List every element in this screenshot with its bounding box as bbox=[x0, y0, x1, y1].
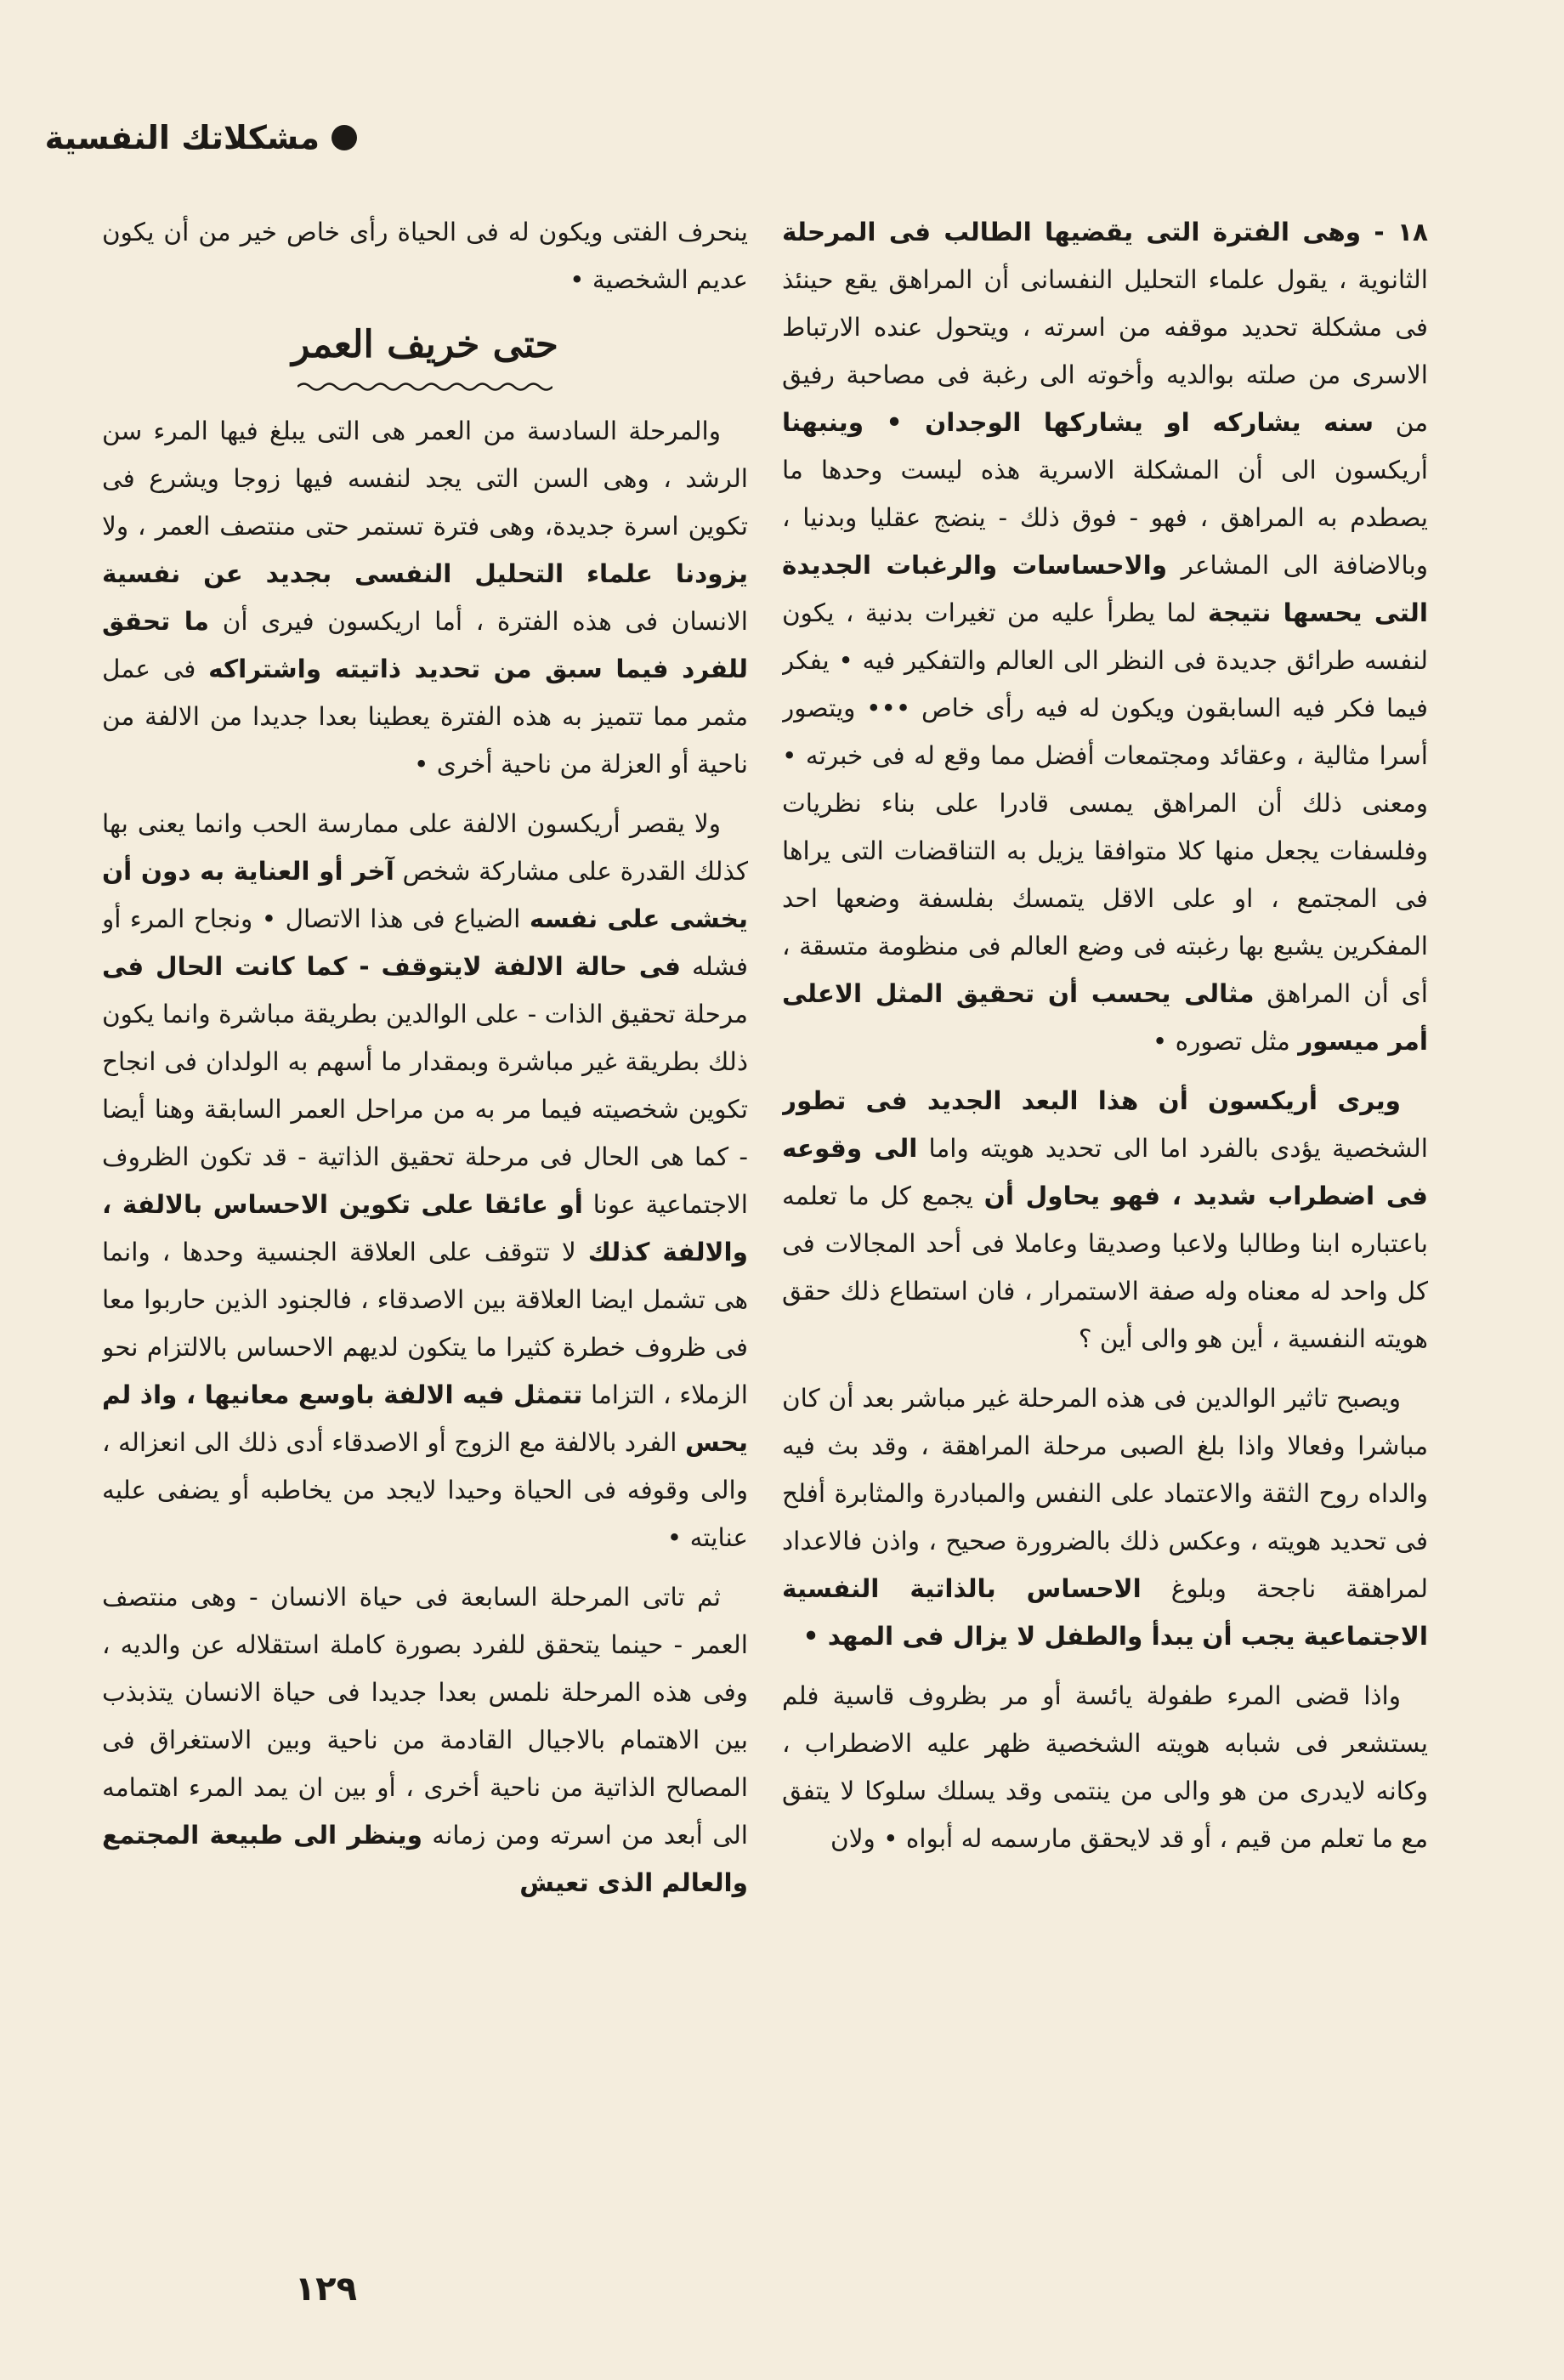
page-number: ١٢٩ bbox=[294, 2270, 357, 2309]
paragraph bbox=[102, 407, 748, 788]
section-subheading: حتى خريف العمر bbox=[292, 323, 558, 366]
text-run: الفرد بالالفة مع الزوج أو الاصدقاء أدى ذلك الى انعزاله ، والى وقوفه فى الحياة وحيدا لايجد من يخاطبه أو يضفى عليه عنايته • bbox=[102, 1428, 748, 1552]
text-run: ويصبح تاثير الوالدين فى هذه المرحلة غير مباشر بعد أن كان مباشرا وفعالا واذا بلغ الصبى مرحلة المراهقة ، وقد بث فيه والداه روح الثقة والاعتماد على النفس والمبادرة والمثابرة أفلح فى تحديد هويته ، وعكس ذلك بالضرورة صحيح ، واذن فالاعداد لمراهقة ناجحة وبلوغ bbox=[782, 1384, 1428, 1603]
text-run: مرحلة تحقيق الذات - على الوالدين بطريقة مباشرة وانما يكون ذلك بطريقة غير مباشرة وبمقدار ما أسهم به الولدان فى انجاح تكوين شخصيته فيما مر به من مراحل العمر السابقة وهنا أيضا - كما هى الحال فى مرحلة تحقيق الذاتية - قد تكون الظروف الاجتماعية عونا bbox=[102, 1000, 748, 1219]
text-run-bold: ١٨ - وهى الفترة التى يقضيها الطالب فى المرحلة bbox=[782, 218, 1428, 246]
paragraph bbox=[782, 1672, 1428, 1862]
text-run: أريكسون الى أن المشكلة الاسرية هذه ليست وحدها ما يصطدم به المراهق ، فهو - فوق ذلك - ينضج عقليا وبدنيا ، وبالاضافة الى المشاعر bbox=[782, 456, 1428, 580]
text-run: واذا قضى المرء طفولة يائسة أو مر بظروف قاسية فلم يستشعر فى شبابه هويته الشخصية ظهر عليه الاضطراب ، وكانه لايدرى من هو والى من ينتمى وقد يسلك سلوكا لا يتفق مع ما تعلم من قيم ، أو قد لايحقق مارسمه له أبواه • ولان bbox=[782, 1681, 1428, 1853]
text-run: لا تتوقف على العلاقة الجنسية وحدها ، وانما هى تشمل ايضا العلاقة بين الاصدقاء ، فالجنود الذين حاربوا معا فى ظروف خطرة كثيرا ما يتكون لديهم الاحساس بالالتزام نحو الزملاء ، التزاما bbox=[102, 1238, 748, 1409]
text-run: يجمع كل ما تعلمه باعتباره ابنا وطالبا ولاعبا وصديقا وعاملا فى أحد المجالات فى كل واحد له معناه وله صفة الاستمرار ، فان استطاع ذلك حقق هويته النفسية ، أين هو والى أين ؟ bbox=[782, 1182, 1428, 1353]
right-column bbox=[782, 208, 1428, 2214]
paragraph bbox=[782, 1077, 1428, 1363]
text-run: والمرحلة السادسة من العمر هى التى يبلغ فيها المرء سن الرشد ، وهى السن التى يجد لنفسه فيها زوجا ويشرع فى تكوين اسرة جديدة، وهى فترة تستمر حتى منتصف العمر ، ولا bbox=[102, 416, 748, 541]
bullet-dot-icon bbox=[332, 125, 357, 150]
paragraph bbox=[782, 208, 1428, 1065]
text-run: ولا يقصر أريكسون الالفة على ممارسة الحب وانما يعنى بها كذلك القدرة على مشاركة شخص bbox=[102, 809, 748, 886]
text-run: الضياع فى هذا الاتصال • ونجاح المرء أو فشله bbox=[102, 904, 748, 981]
paragraph bbox=[102, 208, 748, 303]
text-run-bold: يزودنا علماء التحليل النفسى بجديد عن نفسية bbox=[102, 559, 748, 588]
paragraph bbox=[102, 800, 748, 1561]
text-run: لما يطرأ عليه من تغيرات بدنية ، يكون لنفسه طرائق جديدة فى النظر الى العالم والتفكير فيه • يفكر فيما فكر فيه السابقون ويكون له فيه رأى خاص ••• ويتصور أسرا مثالية ، وعقائد ومجتمعات أفضل مما وقع له فى خبرته • ومعنى ذلك أن المراهق يمسى قادرا على بناء نظريات وفلسفات يجعل منها كلا متوافقا يزيل به التناقضات التى يراها فى المجتمع ، او على الاقل يتمسك بفلسفة وضعها احد المفكرين يشبع بها رغبته فى وضع العالم فى منظومة متسقة ، أى أن المراهق bbox=[782, 598, 1428, 1008]
text-run-bold: مثالى يحسب أن تحقيق المثل الاعلى أمر ميسور bbox=[782, 979, 1428, 1056]
text-run: الانسان فى هذه الفترة ، أما اريكسون فيرى أن bbox=[222, 607, 748, 636]
text-run: ينحرف الفتى ويكون له فى الحياة رأى خاص خير من أن يكون عديم الشخصية • bbox=[102, 218, 748, 294]
text-run-bold: فى حالة الالفة لايتوقف - كما كانت الحال فى bbox=[102, 952, 681, 981]
text-run-bold: وينظر الى طبيعة المجتمع والعالم الذى تعيش bbox=[102, 1821, 748, 1897]
left-column bbox=[102, 208, 748, 2214]
text-run-bold: ويرى أريكسون أن هذا البعد الجديد فى تطور bbox=[782, 1086, 1401, 1115]
text-run-bold: والاحساسات والرغبات الجديدة التى يحسها نتيجة bbox=[782, 551, 1428, 627]
paragraph bbox=[102, 1573, 748, 1907]
text-run-bold: ما تحقق للفرد فيما سبق من تحديد ذاتيته واشتراكه bbox=[102, 607, 748, 683]
wavy-underline-icon bbox=[298, 380, 552, 394]
running-header bbox=[45, 119, 357, 156]
text-run: مثل تصوره • bbox=[1152, 1027, 1290, 1056]
text-run-bold: الى وقوعه فى اضطراب شديد ، فهو يحاول أن bbox=[782, 1134, 1428, 1210]
text-run: ثم تاتى المرحلة السابعة فى حياة الانسان - وهى منتصف العمر - حينما يتحقق للفرد بصورة كاملة استقلاله عن والديه ، وفى هذه المرحلة نلمس بعدا جديدا فى حياة الانسان يتذبذب بين الاهتمام بالاجيال القادمة من ناحية وبين الاستغراق فى المصالح الذاتية من ناحية أخرى ، أو بين ان يمد المرء اهتمامه الى أبعد من اسرته ومن زمانه bbox=[102, 1583, 748, 1850]
text-run-bold: آخر أو العناية به دون أن يخشى على نفسه bbox=[102, 857, 748, 933]
text-run-bold: يبدأ والطفل لا يزال فى المهد • bbox=[802, 1622, 1194, 1651]
header-title: مشكلاتك النفسية bbox=[44, 119, 320, 156]
text-run: الشخصية يؤدى بالفرد اما الى تحديد هويته واما bbox=[928, 1134, 1428, 1163]
text-run-bold: الاحساس بالذاتية النفسية الاجتماعية يجب أن bbox=[782, 1574, 1428, 1651]
text-run-bold: تتمثل فيه الالفة باوسع معانيها ، واذ لم يحس bbox=[102, 1380, 748, 1457]
text-run: فى عمل مثمر مما تتميز به هذه الفترة يعطينا بعدا جديدا من الالفة من ناحية أو العزلة من ناحية أخرى • bbox=[102, 654, 748, 779]
text-run: الثانوية ، يقول علماء التحليل النفسانى أن المراهق يقع حينئذ فى مشكلة تحديد موقفه من اسرته ، ويتحول عنده الارتباط الاسرى من صلته بوالديه وأخوته الى رغبة فى مصاحبة رفيق من bbox=[782, 265, 1428, 437]
text-run-bold: سنه يشاركه او يشاركها الوجدان • وينبهنا bbox=[782, 408, 1374, 437]
text-run-bold: أو عائقا على تكوين الاحساس بالالفة ، والالفة كذلك bbox=[102, 1190, 748, 1266]
paragraph bbox=[782, 1374, 1428, 1660]
